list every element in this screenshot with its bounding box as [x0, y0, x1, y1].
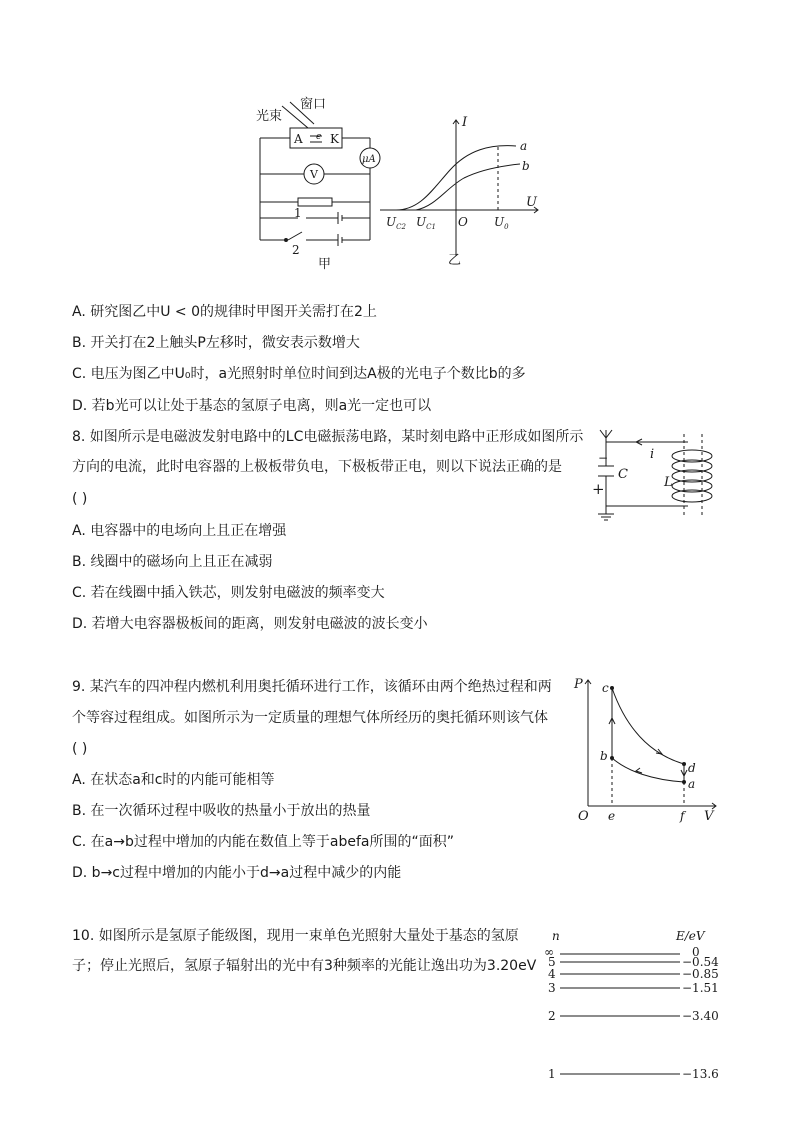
q7-option-c: C. 电压为图乙中U₀时，a光照射时单位时间到达A极的光电子个数比b的多 [72, 366, 526, 382]
branch-1-label: 1 [294, 206, 302, 220]
inductor-label-L: L [664, 475, 673, 490]
tick-UC1: $U_{C1}$ [416, 215, 436, 231]
level-n-3: 3 [548, 981, 556, 995]
q9-stem-line-1: 9. 某汽车的四冲程内燃机利用奥托循环进行工作，该循环由两个绝热过程和两 [72, 679, 552, 695]
figure-circuit-jia [250, 92, 390, 272]
level-E-2: −3.40 [682, 1009, 719, 1023]
label-window: 窗口 [300, 97, 327, 112]
curve-a-label: a [520, 139, 528, 153]
q10-stem-line-1: 10. 如图所示是氢原子能级图，现用一束单色光照射大量处于基态的氢原 [72, 928, 519, 944]
q8-answer-paren: ( ) [72, 491, 88, 507]
q10-stem-line-2: 子；停止光照后，氢原子辐射出的光中有3种频率的光能让逸出功为3.20eV [72, 958, 537, 974]
volume-e-label: e [608, 809, 616, 823]
level-E-4: −0.85 [682, 967, 719, 981]
q8-stem-line-2: 方向的电流，此时电容器的上极板带负电，下极板带正电，则以下说法正确的是 [72, 459, 562, 475]
minus-sign: − [598, 451, 609, 465]
current-label-i: i [650, 447, 655, 462]
level-n-4: 4 [548, 967, 556, 981]
tick-U0: $U_0$ [494, 215, 509, 231]
q9-option-a: A. 在状态a和c时的内能可能相等 [72, 772, 275, 788]
label-beam: 光束 [256, 109, 283, 124]
header-n: n [552, 929, 560, 943]
q7-option-a: A. 研究图乙中U < 0的规律时甲图开关需打在2上 [72, 304, 377, 320]
state-a-label: a [688, 777, 696, 791]
header-E-eV: E/eV [676, 929, 705, 943]
q8-option-b: B. 线圈中的磁场向上且正在减弱 [72, 554, 273, 570]
figure-iu-graph-yi [380, 110, 550, 270]
level-E-3: −1.51 [682, 981, 719, 995]
curve-b-label: b [522, 159, 530, 173]
q8-option-a: A. 电容器中的电场向上且正在增强 [72, 523, 287, 539]
level-n-1: 1 [548, 1067, 556, 1081]
capacitor-label-C: C [618, 467, 628, 482]
axis-label-P: P [574, 677, 583, 692]
caption-yi: 乙 [448, 253, 462, 268]
q9-option-d: D. b→c过程中增加的内能小于d→a过程中减少的内能 [72, 865, 402, 881]
level-E-5: −0.54 [682, 955, 719, 969]
branch-2-label: 2 [292, 243, 300, 257]
level-n-5: 5 [548, 955, 556, 969]
origin-label-O: O [578, 809, 589, 824]
level-E-inf: 0 [692, 945, 700, 959]
q9-option-b: B. 在一次循环过程中吸收的热量小于放出的热量 [72, 803, 371, 819]
figure-hydrogen-energy-levels [540, 926, 730, 1088]
q8-stem-line-1: 8. 如图所示是电磁波发射电路中的LC电磁振荡电路，某时刻电路中正形成如图所示 [72, 429, 584, 445]
volume-f-label: f [680, 809, 685, 823]
level-n-2: 2 [548, 1009, 556, 1023]
q8-option-d: D. 若增大电容器极板间的距离，则发射电磁波的波长变小 [72, 616, 428, 632]
caption-jia: 甲 [318, 257, 332, 272]
q8-option-c: C. 若在线圈中插入铁芯，则发射电磁波的频率变大 [72, 585, 385, 601]
figure-lc-circuit [592, 426, 722, 526]
voltmeter-label: V [310, 168, 318, 181]
figure-pv-otto-cycle [570, 676, 720, 826]
label-A: A [294, 132, 303, 146]
q9-stem-line-2: 个等容过程组成。如图所示为一定质量的理想气体所经历的奥托循环则该气体 [72, 710, 548, 726]
tick-UC2: $U_{C2}$ [386, 215, 406, 231]
label-e: e [316, 132, 322, 142]
q7-option-d: D. 若b光可以让处于基态的氢原子电离，则a光一定也可以 [72, 398, 432, 414]
q9-option-c: C. 在a→b过程中增加的内能在数值上等于abefa所围的“面积” [72, 834, 454, 850]
q9-answer-paren: ( ) [72, 741, 88, 757]
label-K: K [330, 132, 339, 146]
q7-option-b: B. 开关打在2上触头P左移时，微安表示数增大 [72, 335, 360, 351]
axis-label-U: U [526, 195, 537, 210]
level-E-1: −13.6 [682, 1067, 719, 1081]
tick-origin: O [458, 215, 468, 229]
state-b-label: b [600, 749, 608, 763]
state-d-label: d [688, 761, 696, 775]
axis-label-I: I [462, 115, 468, 130]
microammeter-label: μA [362, 154, 376, 165]
state-c-label: c [602, 681, 609, 695]
axis-label-V: V [704, 809, 714, 824]
plus-sign: + [592, 480, 605, 498]
level-n-inf: ∞ [544, 945, 554, 959]
